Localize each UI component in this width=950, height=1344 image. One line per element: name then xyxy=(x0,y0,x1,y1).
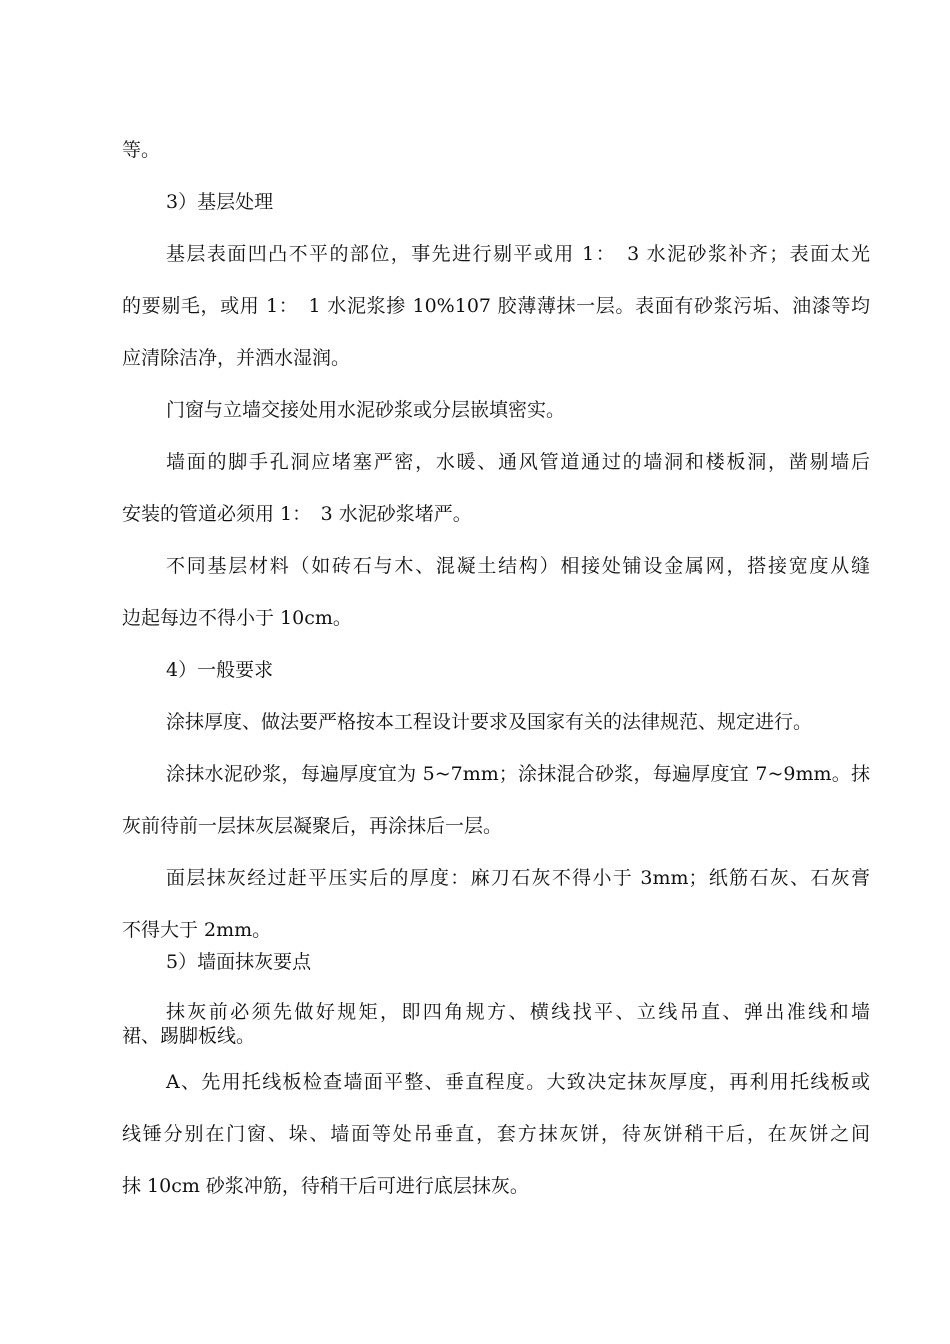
text-line: 基层表面凹凸不平的部位，事先进行剔平或用 1： 3 水泥砂浆补齐；表面太光 xyxy=(166,243,870,265)
text-line: 抹 10cm 砂浆冲筋，待稍干后可进行底层抹灰。 xyxy=(122,1175,529,1197)
text-line: 等。 xyxy=(122,139,161,161)
text-line: 线锤分别在门窗、垛、墙面等处吊垂直，套方抹灰饼，待灰饼稍干后，在灰饼之间 xyxy=(122,1123,870,1145)
text-line: 门窗与立墙交接处用水泥砂浆或分层嵌填密实。 xyxy=(166,399,566,421)
text-line: 抹灰前必须先做好规矩，即四角规方、横线找平、立线吊直、弹出准线和墙 xyxy=(166,1001,870,1023)
text-line: 面层抹灰经过赶平压实后的厚度：麻刀石灰不得小于 3mm；纸筋石灰、石灰膏 xyxy=(166,867,870,889)
text-line: 墙面的脚手孔洞应堵塞严密，水暖、通风管道通过的墙洞和楼板洞，凿剔墙后 xyxy=(166,451,870,473)
section-heading: 4）一般要求 xyxy=(166,659,274,681)
section-heading: 3）基层处理 xyxy=(166,191,274,213)
text-line: 灰前待前一层抹灰层凝聚后，再涂抹后一层。 xyxy=(122,815,503,837)
text-line: 边起每边不得小于 10cm。 xyxy=(122,607,352,629)
section-heading: 5）墙面抹灰要点 xyxy=(166,951,312,973)
text-line: A、先用托线板检查墙面平整、垂直程度。大致决定抹灰厚度，再利用托线板或 xyxy=(166,1071,870,1093)
text-line: 应清除洁净，并洒水湿润。 xyxy=(122,347,351,369)
text-line: 裙、踢脚板线。 xyxy=(122,1025,256,1047)
text-line: 不同基层材料（如砖石与木、混凝土结构）相接处铺设金属网，搭接宽度从缝 xyxy=(166,555,870,577)
text-line: 的要剔毛，或用 1： 1 水泥浆掺 10%107 胶薄薄抹一层。表面有砂浆污垢、油漆等均 xyxy=(122,295,870,317)
text-line: 涂抹水泥砂浆，每遍厚度宜为 5~7mm；涂抹混合砂浆，每遍厚度宜 7~9mm。抹 xyxy=(166,763,870,785)
text-line: 安装的管道必须用 1： 3 水泥砂浆堵严。 xyxy=(122,503,472,525)
text-line: 涂抹厚度、做法要严格按本工程设计要求及国家有关的法律规范、规定进行。 xyxy=(166,711,813,733)
text-line: 不得大于 2mm。 xyxy=(122,919,272,941)
